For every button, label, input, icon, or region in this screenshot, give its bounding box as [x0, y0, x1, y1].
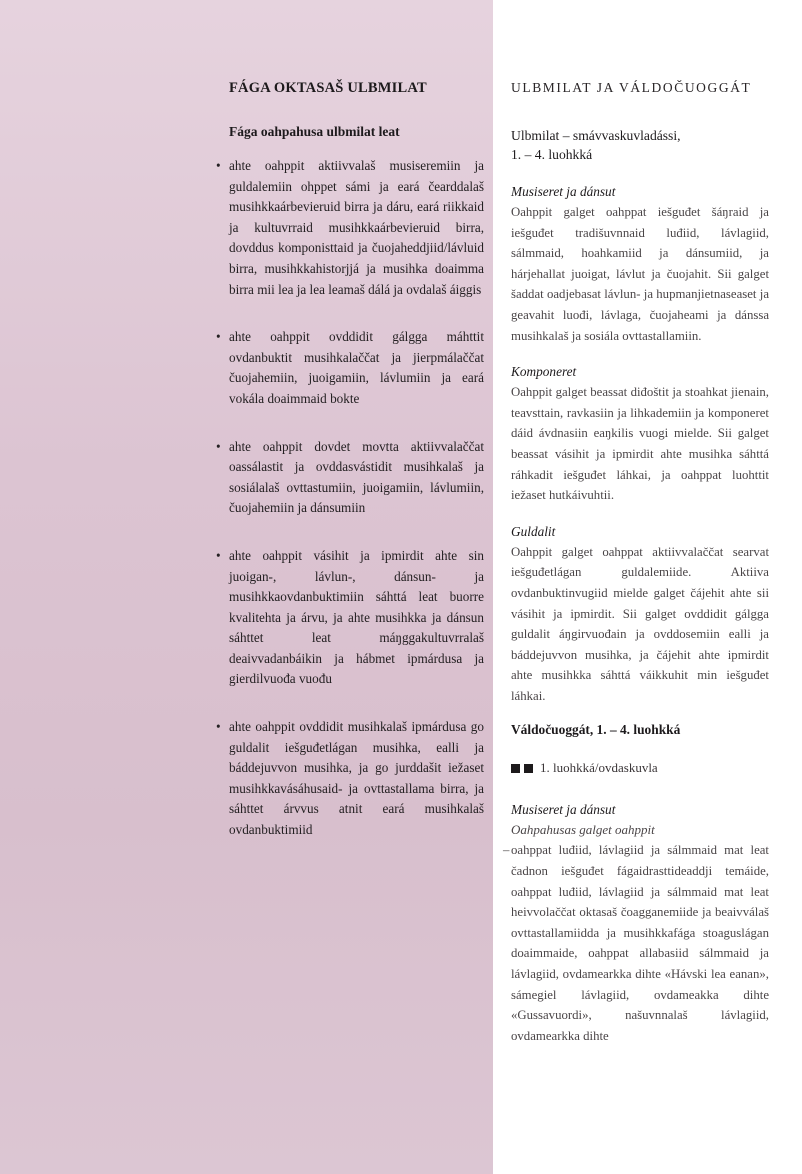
subsection-intro: Oahpahusas galget oahppit [511, 822, 655, 838]
objective-item: • ahte oahppit ovddidit musihkalaš ipmárdusa go guldalit iešguđetlágan musihka, ealli ja báddejuvvon musihka, ja go jurddašit iežaset musihkkavásáhusaid- ja ovttastallama birra, ja sáhttet árvvus atnit eará musihkalaš ovdanbuktimiid [229, 717, 484, 841]
section-guldalit [511, 522, 769, 707]
section-heading: Musiseret ja dánsut [511, 184, 616, 199]
section-komponeret [511, 362, 769, 506]
objective-item: • ahte oahppit ovddidit gálgga máhttit ovdanbuktit musihkalaččat ja jierpmálaččat čuojahemiin, juoigamiin, lávlumiin ja eará vokála doaimmaid bokte [229, 327, 484, 409]
section-heading: Komponeret [511, 364, 577, 380]
grade-label-row [511, 760, 769, 776]
dash-marker: – [503, 843, 510, 858]
subsection-musiseret [503, 800, 769, 1046]
right-section-title: ULBMILAT JA VÁLDOČUOGGÁT [511, 80, 752, 95]
left-section-subtitle: Fága oahpahusa ulbmilat leat [229, 124, 400, 139]
grade-label: 1. luohkká/ovdaskuvla [540, 760, 658, 776]
square-bullet-icon [511, 764, 520, 773]
square-bullet-icon [524, 764, 533, 773]
subsection-item-text: oahppat luđiid, lávlagiid ja sálmmaid mat leat čadnon iešguđet fágaidrasttideaddji temáide, oahppat luđiid, lávlagiid ja sálmmaid mat leat heivvolaččat oktasaš čoagganemiide ja beaivválaš ovttastallamiidda ja musihkkafága stoaguslágan doaimmaide, oahppat allabasiid sálmmaid ja lávlagiid, ovdamearkka dihte «Hávski lea eanan», sámegiel lávlagiid, ovdameakka dihte «Gussavuordi», našuvnnalaš lávlagiid, ovdamearkka dihte [511, 843, 769, 1043]
left-section-title: FÁGA OKTASAŠ ULBMILAT [229, 80, 427, 96]
main-points-title: Váldočuoggát, 1. – 4. luohkká [511, 722, 681, 738]
objective-item: • ahte oahppit aktiivvalaš musiseremiin ja guldalemiin ohppet sámi ja eará čearddalaš musihkkaárbevieruid birra ja dáru, eará riikkaid ja kultuvrraid musihkkaárbevieruid birra, dovddus komponisttaid ja čuojaheddjiid/lávluid birra, musihkkahistorjjá ja musihka doaimma birra mii lea ja lea leamaš dálá ja ovdalaš áiggis [229, 156, 484, 300]
subsection-item [503, 840, 769, 1046]
objective-item: • ahte oahppit vásihit ja ipmirdit ahte sin juoigan-, lávlun-, dánsun- ja musihkkaovdanbuktimiin sáhttá leat buorre kvalitehta ja árvu, ja ahte musihkka ja dánsun sáhttet leat máŋggakultuvrralaš deaivvadanbáikin ja hábmet ipmárdusa ja gierdilvuođa vuođu [229, 546, 484, 690]
section-heading: Guldalit [511, 523, 556, 539]
level-subtitle [511, 126, 769, 164]
left-column [229, 80, 484, 868]
section-text: Oahppit galget beassat diđoštit ja stoahkat jienain, teavsttain, ravkasiin ja lihkademiin ja komponeret dáid ávdnasiin eaŋkilis vuogi mielde. Sii galget beassat vásihit ja ipmirdit ahte musihka sáhttá ráhkadit iešguđet láhkai, ja oahppat luohttit iežaset hutkáivuhtii. [511, 385, 769, 503]
section-musiseret [511, 182, 769, 346]
objectives-list [229, 156, 484, 841]
objective-item: • ahte oahppit dovdet movtta aktiivvalaččat oassálastit ja ovddasvástidit musihkalaš ja sosiálalaš ovttastumiin, juoigamiin, lávlumiin, čuojahemiin ja dánsumiin [229, 437, 484, 519]
right-column [503, 80, 769, 1046]
level-subtitle-line1: Ulbmilat – smávvaskuvladássi, [511, 128, 681, 143]
section-text: Oahppit galget oahppat iešguđet šáŋraid ja iešguđet tradišuvnnaid luđiid, lávlagiid, sálmmaid, hoahkamiid ja dánsumiid, ja hárjehallat juoigat, lávlut ja čuojahit. Sii galget šaddat oadjebasat lávlun- ja hupmanjietnaseaset ja geavahit luođi, lávlaga, čuojaheami ja dánssa musihkalaš ja sosiála ovttastallamiin. [511, 205, 769, 343]
level-subtitle-line2: 1. – 4. luohkká [511, 147, 593, 162]
subsection-heading: Musiseret ja dánsut [511, 802, 616, 818]
section-text: Oahppit galget oahppat aktiivvalaččat searvat iešguđetlágan guldalemiide. Aktiiva ovdanbuktinvugiid mielde galget čájehit ahte sii vásihit ja ipmirdit. Sii galget ovddidit gálgga guldalit áŋgirvuođain ja ovddosemiin ealli ja báddejuvvon musihka, ja čájehit ahte ipmirdit ahte musihkka sáhttá váikkuhit min iešguđet láhkai. [511, 544, 769, 703]
